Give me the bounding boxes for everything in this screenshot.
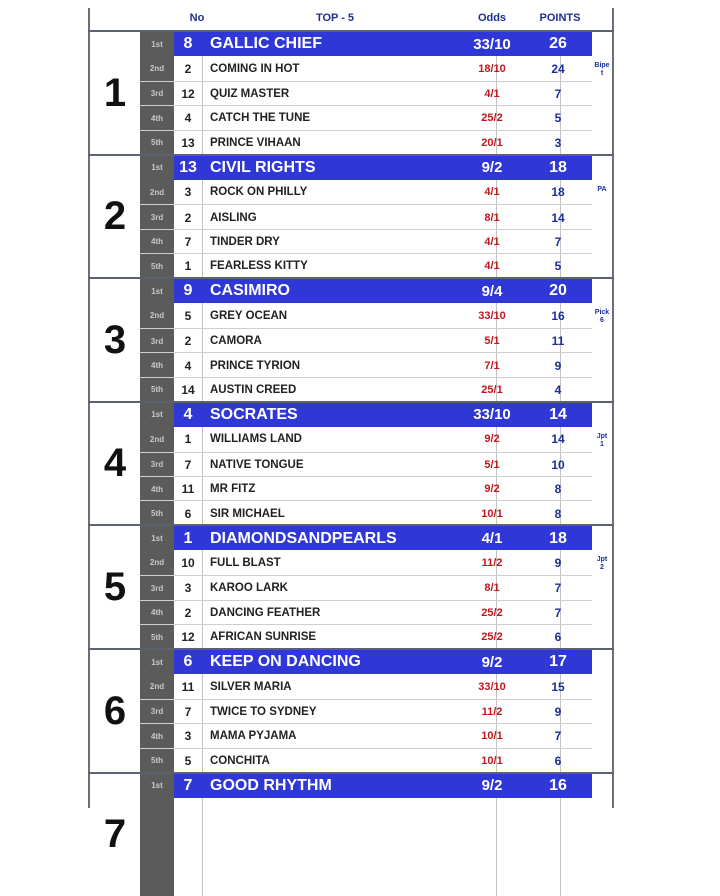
runner-row	[140, 56, 592, 80]
runner-row	[140, 377, 592, 402]
side-note: Jpt 1	[596, 432, 608, 448]
runner-points: 7	[554, 234, 562, 249]
runner-name: QUIZ MASTER	[210, 87, 290, 100]
runner-points: 11	[551, 334, 565, 349]
runner-row	[140, 723, 592, 748]
runner-odds: 33/10	[478, 309, 506, 322]
runner-odds: 25/2	[481, 112, 503, 125]
runner-row	[140, 575, 592, 600]
runner-odds: 4/1	[484, 235, 500, 248]
runner-row	[140, 748, 592, 773]
runner-name: NATIVE TONGUE	[210, 458, 304, 471]
runner-points: 15	[551, 679, 565, 694]
finish-position: 5th	[151, 138, 163, 148]
runner-row	[140, 180, 592, 204]
finish-position: 2nd	[149, 187, 165, 197]
runner-name: AFRICAN SUNRISE	[210, 631, 317, 644]
race-number: 7	[103, 812, 127, 857]
finish-position: 1st	[151, 657, 163, 667]
runner-name: CAMORA	[210, 335, 262, 348]
runner-odds: 4/1	[484, 87, 500, 100]
runner-number: 13	[179, 158, 197, 176]
runner-name: CIVIL RIGHTS	[210, 158, 316, 176]
runner-odds: 5/1	[484, 458, 500, 471]
runner-name: CASIMIRO	[210, 282, 290, 300]
finish-position: 3rd	[150, 583, 164, 593]
finish-position: 2nd	[149, 311, 165, 321]
runner-odds: 4/1	[484, 260, 500, 273]
runner-points: 6	[554, 753, 562, 768]
header-no: No	[189, 12, 205, 24]
side-note: Bipet	[594, 62, 610, 77]
runner-number: 3	[184, 581, 192, 596]
runner-number: 8	[183, 35, 193, 53]
runner-row	[140, 204, 592, 229]
runner-odds: 9/2	[484, 483, 500, 496]
runner-name: SIR MICHAEL	[210, 507, 285, 520]
race-block-4	[88, 401, 614, 525]
runner-points: 16	[551, 308, 565, 323]
runner-number: 1	[184, 259, 192, 274]
race-block-7	[88, 772, 614, 896]
race-block-2	[88, 154, 614, 278]
runner-odds: 25/1	[481, 383, 503, 396]
finish-position: 4th	[151, 361, 163, 371]
race-number: 4	[103, 441, 127, 486]
finish-position: 1st	[151, 410, 163, 420]
runner-row	[140, 328, 592, 353]
runner-points: 9	[554, 358, 562, 373]
runner-row	[140, 427, 592, 451]
runner-odds: 11/2	[481, 705, 503, 718]
header-points: POINTS	[539, 12, 581, 24]
runner-number: 12	[181, 630, 195, 645]
runner-name: MR FITZ	[210, 483, 256, 496]
runner-name: GALLIC CHIEF	[210, 35, 322, 53]
runner-points: 3	[554, 135, 562, 150]
runner-points: 7	[554, 605, 562, 620]
winner-row	[140, 650, 592, 674]
finish-position: 2nd	[149, 434, 165, 444]
column-divider	[496, 798, 497, 896]
runner-row	[140, 105, 592, 130]
finish-position: 1st	[151, 286, 163, 296]
finish-position: 2nd	[149, 64, 165, 74]
runner-name: TWICE TO SYDNEY	[210, 705, 317, 718]
header-top5: TOP - 5	[315, 12, 355, 24]
runner-row	[140, 452, 592, 477]
runner-name: AISLING	[210, 211, 257, 224]
runner-name: PRINCE TYRION	[210, 359, 301, 372]
runner-points: 24	[551, 61, 565, 76]
runner-row	[140, 130, 592, 155]
runner-odds: 8/1	[484, 211, 500, 224]
runner-number: 6	[183, 653, 193, 671]
race-number: 2	[103, 194, 127, 239]
runner-points: 18	[549, 529, 567, 547]
runner-number: 7	[184, 234, 192, 249]
runner-odds: 8/1	[484, 582, 500, 595]
runner-number: 2	[184, 605, 192, 620]
finish-position: 2nd	[149, 558, 165, 568]
runner-points: 7	[554, 581, 562, 596]
winner-row	[140, 32, 592, 56]
runner-row	[140, 352, 592, 377]
runner-odds: 18/10	[478, 62, 506, 75]
runner-points: 9	[554, 704, 562, 719]
runner-row	[140, 699, 592, 724]
finish-position: 1st	[151, 163, 163, 173]
runner-points: 17	[549, 653, 567, 671]
runner-points: 16	[549, 776, 567, 794]
runner-name: DIAMONDSANDPEARLS	[210, 529, 397, 547]
runner-row	[140, 253, 592, 278]
race-block-5	[88, 524, 614, 648]
finish-position: 4th	[151, 731, 163, 741]
runner-points: 5	[554, 259, 562, 274]
runner-number: 5	[184, 308, 192, 323]
runner-points: 5	[554, 111, 562, 126]
runner-number: 4	[184, 111, 192, 126]
runner-name: PRINCE VIHAAN	[210, 136, 301, 149]
finish-position: 1st	[151, 534, 163, 544]
finish-position: 5th	[151, 385, 163, 395]
runner-name: AUSTIN CREED	[210, 383, 297, 396]
runner-points: 7	[554, 729, 562, 744]
runner-number: 3	[184, 729, 192, 744]
runner-row	[140, 304, 592, 328]
runner-odds: 20/1	[481, 136, 503, 149]
runner-number: 2	[184, 210, 192, 225]
race-number: 6	[103, 688, 127, 733]
finish-position: 3rd	[150, 213, 164, 223]
finish-position: 1st	[151, 39, 163, 49]
runner-name: CATCH THE TUNE	[210, 112, 311, 125]
runner-row	[140, 674, 592, 698]
runner-odds: 10/1	[481, 507, 503, 520]
runner-points: 8	[554, 506, 562, 521]
runner-row	[140, 500, 592, 525]
race-block-6	[88, 648, 614, 772]
runner-number: 1	[183, 529, 193, 547]
runner-points: 10	[551, 457, 565, 472]
runner-row	[140, 81, 592, 106]
winner-row	[140, 526, 592, 550]
runner-odds: 7/1	[484, 359, 500, 372]
runner-row	[140, 476, 592, 501]
runner-points: 14	[551, 210, 565, 225]
runner-number: 10	[181, 555, 195, 570]
runner-number: 12	[181, 86, 195, 101]
runner-odds: 33/10	[473, 406, 511, 424]
runner-row	[140, 229, 592, 254]
runner-name: FEARLESS KITTY	[210, 260, 308, 273]
finish-position: 5th	[151, 632, 163, 642]
runner-number: 9	[183, 282, 193, 300]
runner-name: CONCHITA	[210, 754, 270, 767]
runner-name: DANCING FEATHER	[210, 606, 321, 619]
runner-points: 14	[549, 405, 567, 423]
runner-odds: 25/2	[481, 606, 503, 619]
runner-name: COMING IN HOT	[210, 62, 300, 75]
runner-name: SOCRATES	[210, 405, 298, 423]
runner-points: 6	[554, 630, 562, 645]
runner-number: 2	[184, 334, 192, 349]
runner-odds: 33/10	[473, 35, 511, 53]
runner-points: 18	[549, 158, 567, 176]
runner-name: KAROO LARK	[210, 582, 288, 595]
side-note: PA	[597, 185, 607, 193]
winner-row	[140, 156, 592, 180]
finish-position: 4th	[151, 237, 163, 247]
runner-number: 7	[184, 704, 192, 719]
side-note: Pick 6	[594, 309, 610, 325]
runner-row	[140, 624, 592, 649]
runner-odds: 33/10	[478, 680, 506, 693]
race-number: 3	[103, 317, 127, 362]
runner-odds: 11/2	[481, 556, 503, 569]
runner-name: MAMA PYJAMA	[210, 730, 297, 743]
finish-position: 1st	[151, 781, 163, 791]
runner-name: KEEP ON DANCING	[210, 653, 361, 671]
race-block-1	[88, 30, 614, 154]
runner-number: 5	[184, 753, 192, 768]
finish-position: 5th	[151, 261, 163, 271]
winner-row	[140, 279, 592, 303]
runner-odds: 4/1	[484, 186, 500, 199]
finish-position: 3rd	[150, 89, 164, 99]
finish-position: 4th	[151, 608, 163, 618]
header-odds: Odds	[477, 12, 507, 24]
runner-number: 3	[184, 185, 192, 200]
runner-name: TINDER DRY	[210, 235, 280, 248]
runner-odds: 5/1	[484, 335, 500, 348]
runner-name: ROCK ON PHILLY	[210, 186, 308, 199]
runner-odds: 9/2	[481, 159, 503, 177]
runner-number: 7	[184, 457, 192, 472]
runner-row	[140, 551, 592, 575]
runner-points: 18	[551, 185, 565, 200]
runner-points: 7	[554, 86, 562, 101]
runner-odds: 9/2	[481, 777, 503, 795]
runner-number: 13	[181, 135, 195, 150]
runner-number: 4	[184, 358, 192, 373]
runner-points: 14	[551, 432, 565, 447]
runner-points: 26	[549, 35, 567, 53]
runner-name: GOOD RHYTHM	[210, 776, 332, 794]
finish-position: 3rd	[150, 460, 164, 470]
race-number: 5	[103, 564, 127, 609]
runner-points: 9	[554, 555, 562, 570]
runner-number: 14	[181, 382, 195, 397]
runner-odds: 9/2	[481, 653, 503, 671]
finish-position: 4th	[151, 113, 163, 123]
race-block-3	[88, 277, 614, 401]
runner-odds: 25/2	[481, 631, 503, 644]
finish-position: 3rd	[150, 707, 164, 717]
runner-odds: 10/1	[481, 754, 503, 767]
side-note: Jpt 2	[596, 556, 608, 572]
runner-points: 8	[554, 482, 562, 497]
winner-row	[140, 774, 592, 798]
runner-name: FULL BLAST	[210, 556, 281, 569]
runner-number: 2	[184, 61, 192, 76]
runner-name: SILVER MARIA	[210, 680, 292, 693]
runner-odds: 9/2	[484, 433, 500, 446]
runner-name: WILLIAMS LAND	[210, 433, 302, 446]
finish-position: 5th	[151, 509, 163, 519]
runner-odds: 9/4	[481, 282, 503, 300]
runner-odds: 4/1	[481, 530, 503, 548]
runner-number: 11	[181, 679, 195, 694]
runner-number: 4	[183, 405, 193, 423]
runner-number: 1	[184, 432, 192, 447]
finish-position: 3rd	[150, 336, 164, 346]
runner-name: GREY OCEAN	[210, 309, 288, 322]
race-number: 1	[103, 70, 127, 115]
finish-position: 5th	[151, 756, 163, 766]
runner-points: 4	[554, 382, 562, 397]
runner-row	[140, 600, 592, 625]
finish-position: 2nd	[149, 682, 165, 692]
finish-position: 4th	[151, 484, 163, 494]
runner-points: 20	[549, 282, 567, 300]
runner-odds: 10/1	[481, 730, 503, 743]
runner-number: 7	[183, 776, 193, 794]
winner-row	[140, 403, 592, 427]
runner-number: 6	[184, 506, 192, 521]
column-divider	[560, 798, 561, 896]
column-divider	[202, 798, 203, 896]
runner-number: 11	[181, 482, 195, 497]
